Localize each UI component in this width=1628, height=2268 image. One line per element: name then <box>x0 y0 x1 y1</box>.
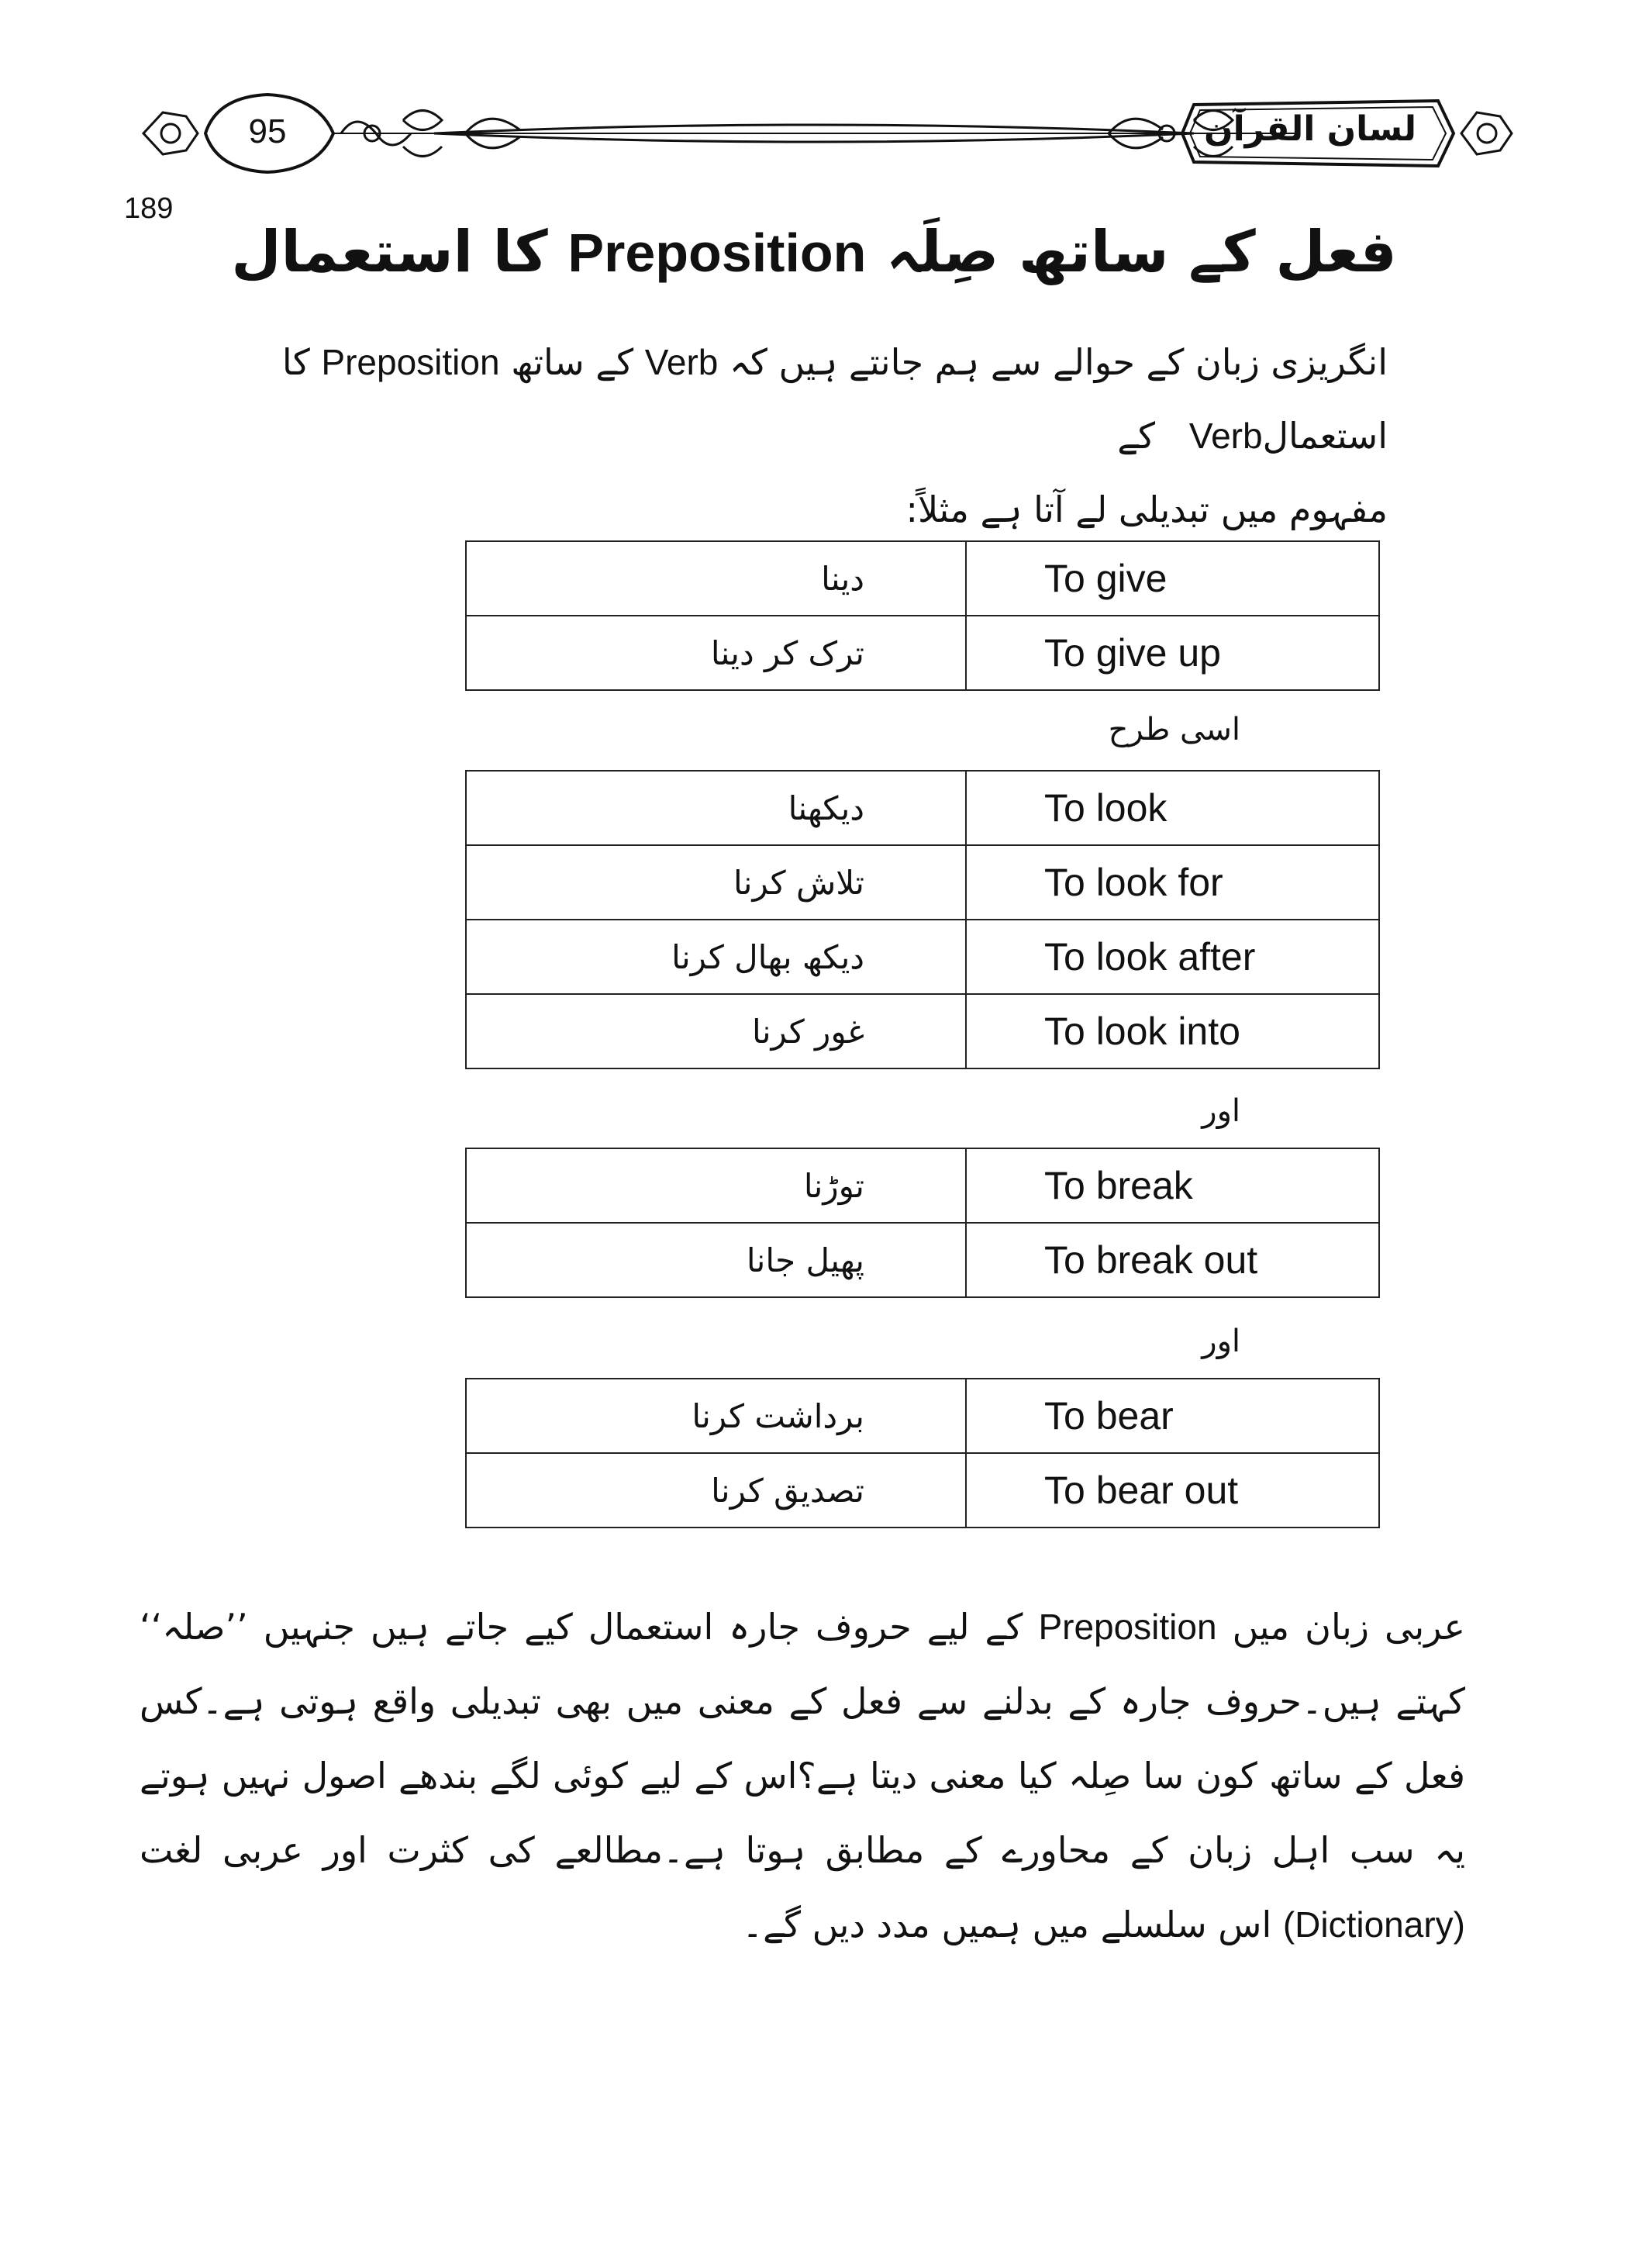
page-title <box>155 205 1473 299</box>
page-number: 95 <box>248 112 287 150</box>
urdu-meaning: تلاش کرنا <box>466 845 966 920</box>
table-row <box>466 541 1379 616</box>
english-phrase: To look <box>966 771 1379 845</box>
title-urdu-start: فعل کے ساتھ صِلَہ <box>886 219 1397 285</box>
intro-paragraph <box>140 326 1388 547</box>
english-phrase: To break out <box>966 1223 1379 1297</box>
intro-line-2: مفہوم میں تبدیلی لے آتا ہے مثلاً: <box>905 488 1388 530</box>
closing-text: اس سلسلے میں ہمیں مدد دیں گے۔ <box>742 1904 1272 1945</box>
intro-line-1 <box>140 326 1388 473</box>
book-title: لسان القرآن <box>1204 109 1416 149</box>
closing-paragraph <box>140 1590 1465 1962</box>
english-phrase: To look after <box>966 920 1379 994</box>
connector-text: اسی طرح <box>1108 712 1240 747</box>
vocab-table-bear <box>465 1378 1380 1528</box>
closing-term-preposition: Preposition <box>1038 1607 1217 1647</box>
english-phrase: To bear out <box>966 1453 1379 1528</box>
closing-text: کے لیے حروف جارہ استعمال کیے جاتے ہیں جنہیں ’’صلہ‘‘ کہتے ہیں۔حروف جارہ کے بدلنے سے فعل کے معنی میں بھی تبدیلی واقع ہوتی ہے۔کس فعل کے ساتھ کون سا صِلہ کیا معنی دیتا ہے؟اس کے لیے کوئی لگے بندھے اصول نہیں ہوتے یہ سب اہل زبان کے محاورے کے مطابق ہوتا ہے۔مطالعے کی کثرت اور عربی لغت <box>140 1606 1465 1871</box>
english-phrase: To break <box>966 1148 1379 1223</box>
urdu-meaning: توڑنا <box>466 1148 966 1223</box>
title-english-term: Preposition <box>567 223 867 283</box>
urdu-meaning: پھیل جانا <box>466 1223 966 1297</box>
table-row <box>466 994 1379 1068</box>
intro-term-verb: Verb <box>1188 416 1263 456</box>
intro-text: کے <box>1117 415 1156 457</box>
english-phrase: To look for <box>966 845 1379 920</box>
table-row <box>466 1223 1379 1297</box>
table-row <box>466 1453 1379 1528</box>
intro-term-preposition: Preposition <box>321 342 500 382</box>
vocab-table-give <box>465 540 1380 691</box>
connector-text: اور <box>1202 1093 1240 1129</box>
closing-term-dictionary: (Dictionary) <box>1282 1904 1465 1945</box>
page-header <box>0 0 1628 178</box>
english-phrase: To look into <box>966 994 1379 1068</box>
closing-text: عربی زبان میں <box>1232 1606 1465 1648</box>
table-row <box>466 1379 1379 1453</box>
urdu-meaning: تصدیق کرنا <box>466 1453 966 1528</box>
table-row <box>466 771 1379 845</box>
urdu-meaning: دینا <box>466 541 966 616</box>
english-phrase: To bear <box>966 1379 1379 1453</box>
urdu-meaning: غور کرنا <box>466 994 966 1068</box>
urdu-meaning: برداشت کرنا <box>466 1379 966 1453</box>
vocab-table-break <box>465 1148 1380 1298</box>
english-phrase: To give <box>966 541 1379 616</box>
intro-text: کا استعمال <box>281 341 1388 457</box>
urdu-meaning: ترک کر دینا <box>466 616 966 690</box>
table-row <box>466 920 1379 994</box>
table-row <box>466 845 1379 920</box>
urdu-meaning: دیکھنا <box>466 771 966 845</box>
intro-term-verb: Verb <box>644 342 719 382</box>
vocab-table-look <box>465 770 1380 1069</box>
table-row <box>466 616 1379 690</box>
connector-text: اور <box>1202 1324 1240 1359</box>
side-number: 189 <box>124 192 174 225</box>
table-row <box>466 1148 1379 1223</box>
intro-text: انگریزی زبان کے حوالے سے ہم جانتے ہیں کہ <box>729 341 1388 383</box>
urdu-meaning: دیکھ بھال کرنا <box>466 920 966 994</box>
intro-text: کے ساتھ <box>511 341 634 383</box>
english-phrase: To give up <box>966 616 1379 690</box>
title-urdu-end: کا استعمال <box>231 219 548 285</box>
